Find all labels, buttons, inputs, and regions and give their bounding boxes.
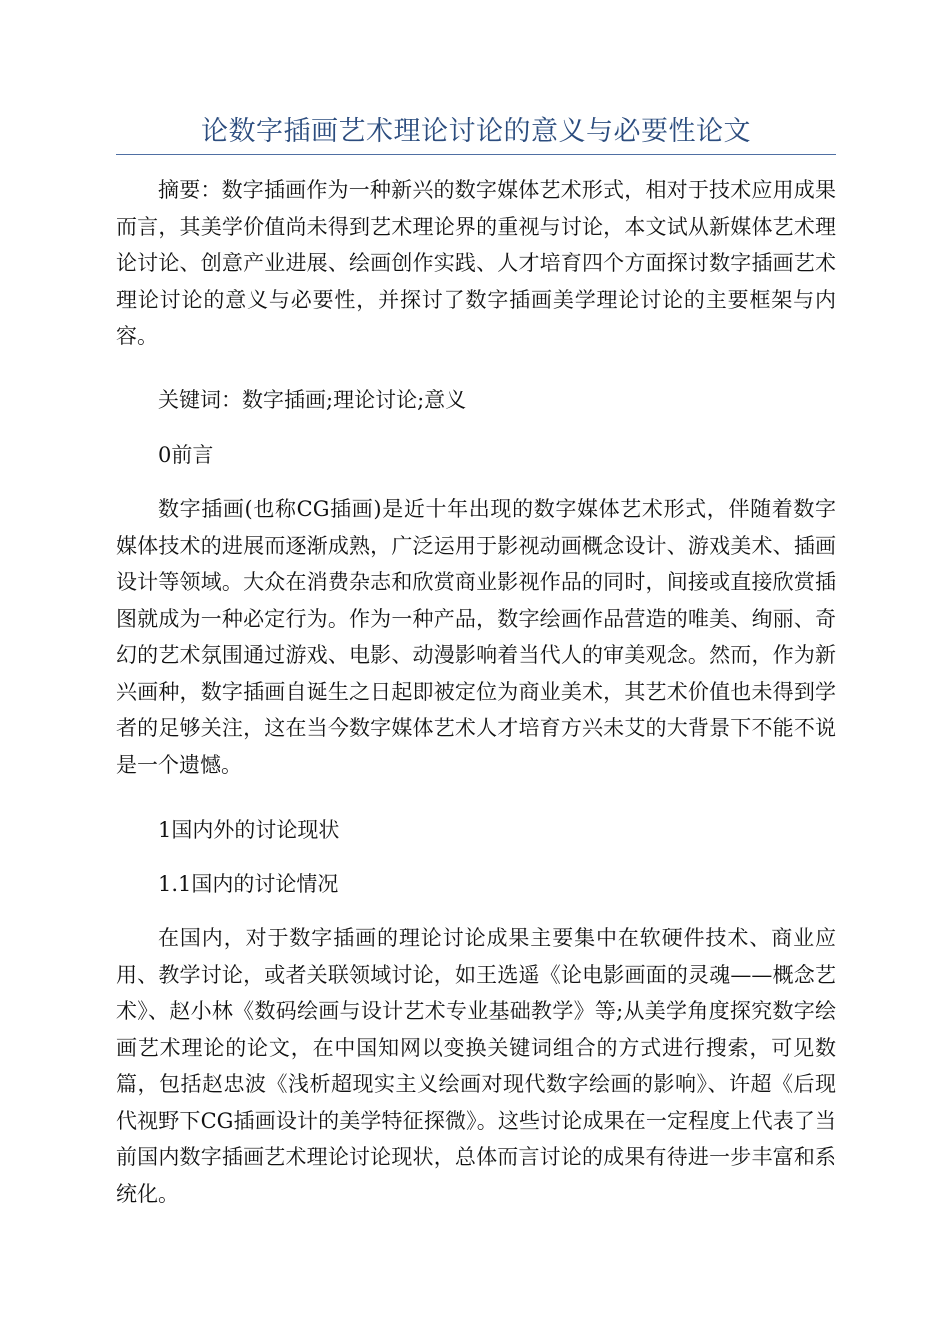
domestic-research-paragraph: 在国内，对于数字插画的理论讨论成果主要集中在软硬件技术、商业应用、教学讨论，或者关联领域讨论，如王选遥《论电影画面的灵魂——概念艺术》、赵小林《数码绘画与设计艺术专业基础教学》等;从美学角度探究数字绘画艺术理论的论文，在中国知网以变换关键词组合的方式进行搜索，可见数篇，包括赵忠波《浅析超现实主义绘画对现代数字绘画的影响》、许超《后现代视野下CG插画设计的美学特征探微》。这些讨论成果在一定程度上代表了当前国内数字插画艺术理论讨论现状，总体而言讨论的成果有待进一步丰富和系统化。: [116, 926, 836, 1206]
abstract-paragraph: 摘要：数字插画作为一种新兴的数字媒体艺术形式，相对于技术应用成果而言，其美学价值尚未得到艺术理论界的重视与讨论，本文试从新媒体艺术理论讨论、创意产业进展、绘画创作实践、人才培育四个方面探讨数字插画艺术理论讨论的意义与必要性，并探讨了数字插画美学理论讨论的主要框架与内容。: [116, 178, 836, 348]
section-heading-intro: 0前言: [158, 443, 214, 467]
title-underline: [116, 154, 836, 155]
keywords-line: 关键词：数字插画;理论讨论;意义: [158, 388, 467, 412]
document-page: [116, 0, 836, 1344]
section-heading-research-status: 1国内外的讨论现状: [158, 818, 340, 842]
document-title: 论数字插画艺术理论讨论的意义与必要性论文: [201, 116, 751, 147]
intro-paragraph: 数字插画(也称CG插画)是近十年出现的数字媒体艺术形式，伴随着数字媒体技术的进展而逐渐成熟，广泛运用于影视动画概念设计、游戏美术、插画设计等领域。大众在消费杂志和欣赏商业影视作品的同时，间接或直接欣赏插图就成为一种必定行为。作为一种产品，数字绘画作品营造的唯美、绚丽、奇幻的艺术氛围通过游戏、电影、动漫影响着当代人的审美观念。然而，作为新兴画种，数字插画自诞生之日起即被定位为商业美术，其艺术价值也未得到学者的足够关注，这在当今数字媒体艺术人才培育方兴未艾的大背景下不能不说是一个遗憾。: [116, 497, 836, 777]
subsection-heading-domestic: 1.1国内的讨论情况: [158, 872, 339, 896]
